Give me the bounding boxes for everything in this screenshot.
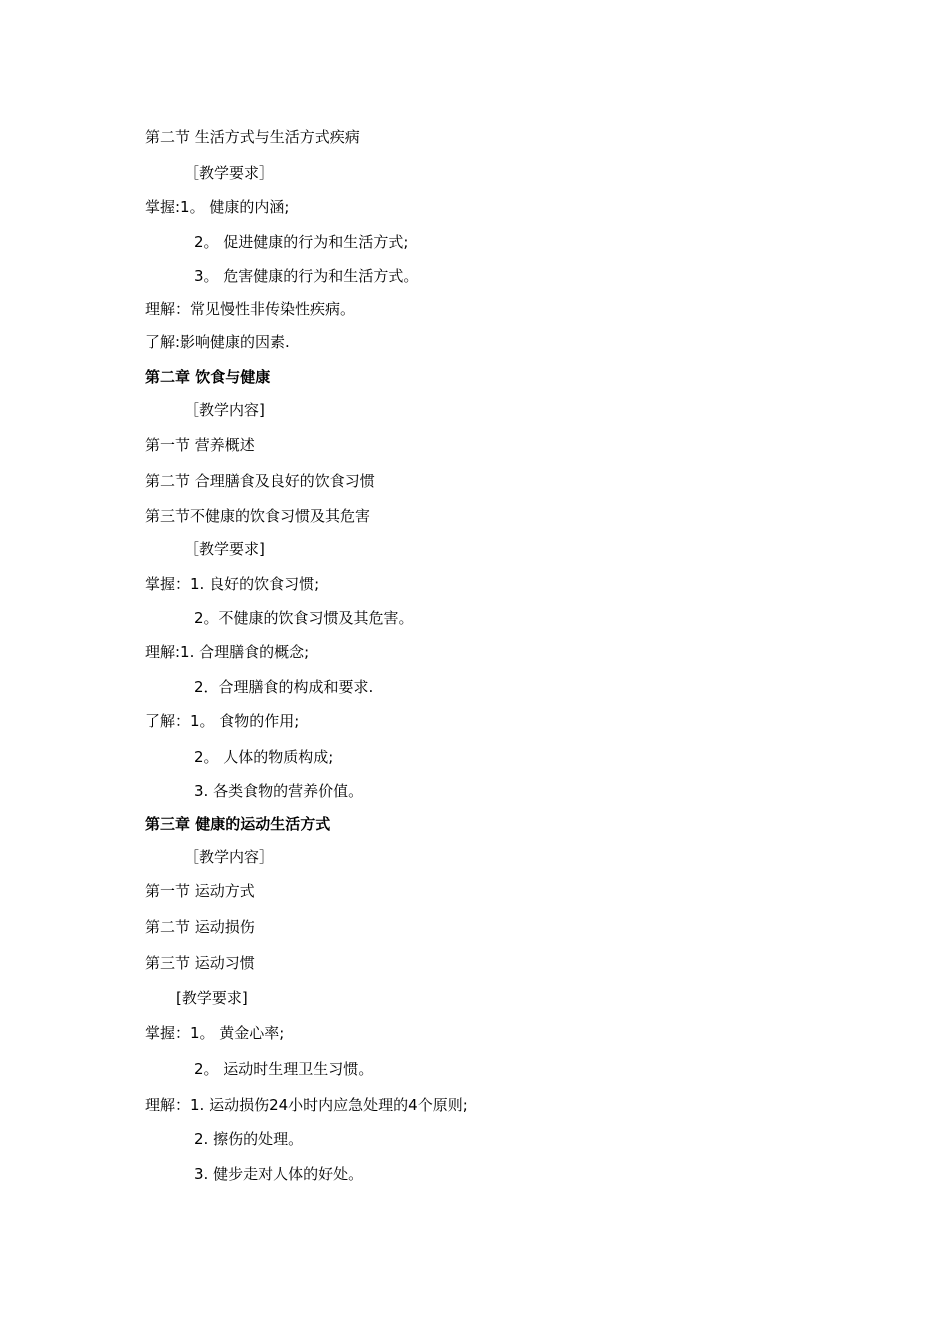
section-heading: 第三节 运动习惯 bbox=[145, 954, 255, 972]
requirement-item: 3。 危害健康的行为和生活方式。 bbox=[194, 267, 419, 285]
subsection-label: ［教学要求］ bbox=[184, 164, 275, 182]
requirement-line: 掌握：1. 良好的饮食习惯; bbox=[145, 575, 320, 593]
section-heading: 第一节 营养概述 bbox=[145, 436, 255, 454]
subsection-label: [教学要求] bbox=[176, 989, 248, 1007]
chapter-heading: 第三章 健康的运动生活方式 bbox=[145, 815, 331, 833]
requirement-item: 2。 促进健康的行为和生活方式; bbox=[194, 233, 409, 251]
requirement-line: 了解：1。 食物的作用; bbox=[145, 712, 300, 730]
subsection-label: ［教学内容］ bbox=[184, 848, 275, 866]
subsection-label: ［教学要求] bbox=[184, 540, 265, 558]
requirement-line: 掌握：1。 黄金心率; bbox=[145, 1024, 285, 1042]
requirement-line: 掌握:1。 健康的内涵; bbox=[145, 198, 290, 216]
requirement-item: 2．合理膳食的构成和要求. bbox=[194, 678, 374, 696]
requirement-item: 2. 擦伤的处理。 bbox=[194, 1130, 304, 1148]
requirement-item: 3. 健步走对人体的好处。 bbox=[194, 1165, 364, 1183]
section-heading: 第二节 合理膳食及良好的饮食习惯 bbox=[145, 472, 375, 490]
section-heading: 第一节 运动方式 bbox=[145, 882, 255, 900]
requirement-line: 理解：1. 运动损伤24小时内应急处理的4个原则; bbox=[145, 1096, 468, 1114]
section-heading: 第二节 生活方式与生活方式疾病 bbox=[145, 128, 360, 146]
requirement-item: 2。 运动时生理卫生习惯。 bbox=[194, 1060, 374, 1078]
requirement-line: 理解:1. 合理膳食的概念; bbox=[145, 643, 310, 661]
section-heading: 第三节不健康的饮食习惯及其危害 bbox=[145, 507, 371, 525]
requirement-line: 理解：常见慢性非传染性疾病。 bbox=[145, 300, 356, 318]
section-heading: 第二节 运动损伤 bbox=[145, 918, 255, 936]
requirement-item: 2。不健康的饮食习惯及其危害。 bbox=[194, 609, 414, 627]
subsection-label: ［教学内容] bbox=[184, 401, 265, 419]
requirement-line: 了解:影响健康的因素. bbox=[145, 333, 290, 351]
chapter-heading: 第二章 饮食与健康 bbox=[145, 368, 271, 386]
requirement-item: 3. 各类食物的营养价值。 bbox=[194, 782, 364, 800]
requirement-item: 2。 人体的物质构成; bbox=[194, 748, 334, 766]
